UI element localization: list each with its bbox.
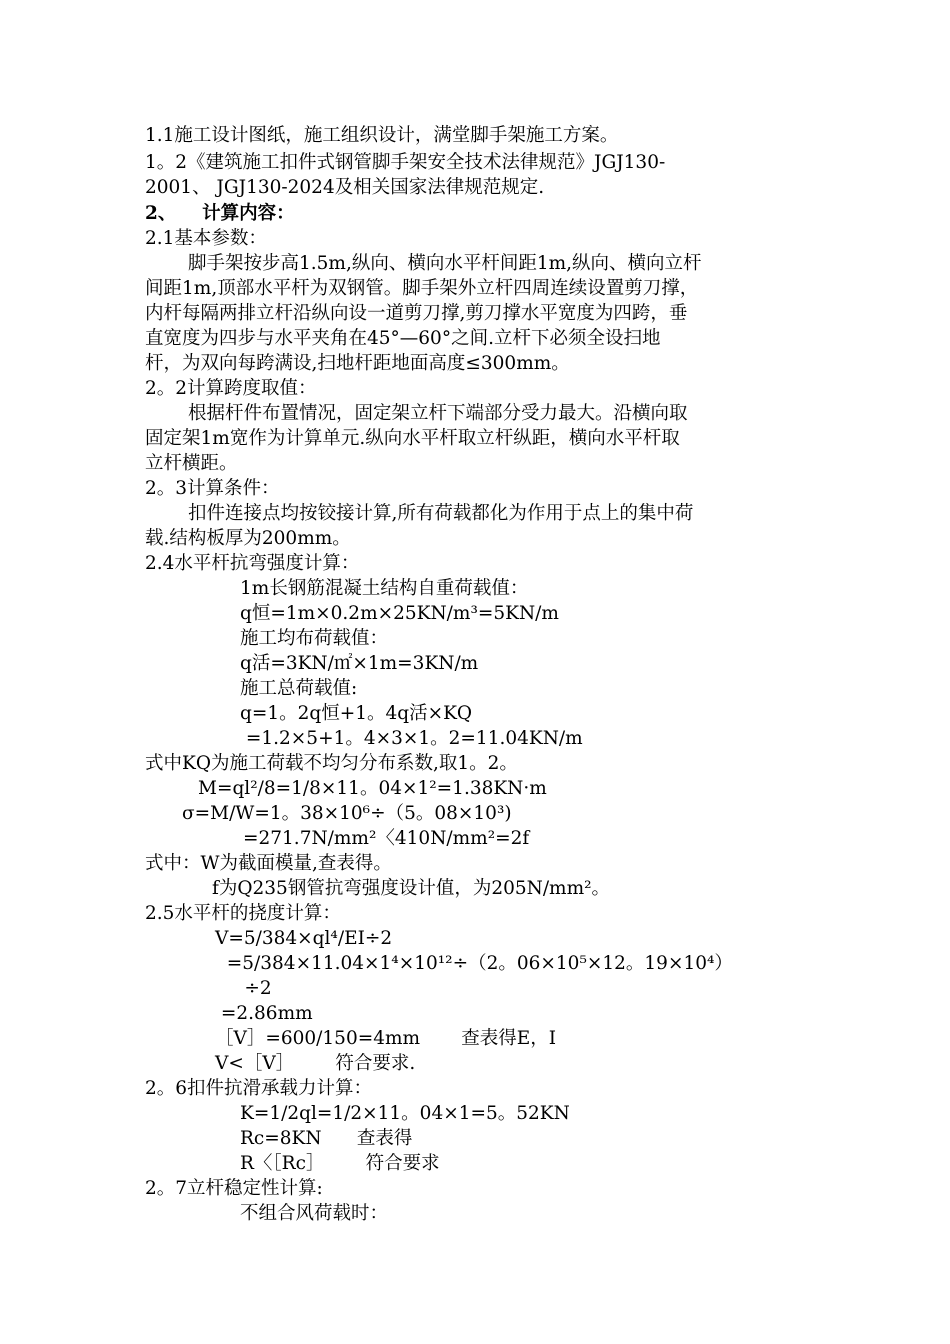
paragraph-params-3: 内杆每隔两排立杆沿纵向设一道剪刀撑,剪刀撑水平宽度为四跨，垂 bbox=[145, 303, 688, 324]
paragraph-params-5: 杆，为双向每跨满设,扫地杆距地面高度≤300mm。 bbox=[145, 353, 570, 374]
calc-line-5: 施工总荷载值: bbox=[240, 678, 358, 699]
deflection-line-6: V<［V］ 符合要求. bbox=[215, 1053, 416, 1074]
deflection-line-1: V=5/384×ql⁴/EI÷2 bbox=[215, 928, 393, 949]
calc-line-12: 式中：W为截面模量,查表得。 bbox=[145, 853, 392, 874]
paragraph-span-1: 根据杆件布置情况，固定架立杆下端部分受力最大。沿横向取 bbox=[188, 403, 688, 424]
subheading-2-3: 2。3计算条件： bbox=[145, 478, 280, 499]
calc-line-2: q恒=1m×0.2m×25KN/m³=5KN/m bbox=[240, 603, 559, 624]
paragraph-conditions-1: 扣件连接点均按铰接计算,所有荷载都化为作用于点上的集中荷 bbox=[188, 503, 694, 524]
slip-line-1: K=1/2ql=1/2×11。04×1=5。52KN bbox=[240, 1103, 570, 1124]
deflection-line-2: =5/384×11.04×1⁴×10¹²÷（2。06×10⁵×12。19×10⁴） bbox=[215, 953, 733, 974]
calc-line-9: M=ql²/8=1/8×11。04×1²=1.38KN·m bbox=[198, 778, 547, 799]
deflection-line-5: ［V］=600/150=4mm 查表得E，I bbox=[215, 1028, 557, 1049]
paragraph-params-1: 脚手架按步高1.5m,纵向、横向水平杆间距1m,纵向、横向立杆 bbox=[188, 253, 702, 274]
calc-line-1: 1m长钢筋混凝土结构自重荷载值： bbox=[240, 578, 529, 599]
deflection-line-4: =2.86mm bbox=[215, 1003, 313, 1024]
slip-line-2: Rc=8KN 查表得 bbox=[240, 1128, 413, 1149]
slip-line-3: R〈［Rc］ 符合要求 bbox=[240, 1153, 440, 1174]
calc-line-13: f为Q235钢管抗弯强度设计值，为205N/mm²。 bbox=[212, 878, 611, 899]
paragraph-params-4: 直宽度为四步与水平夹角在45°—60°之间.立杆下必须全设扫地 bbox=[145, 328, 661, 349]
paragraph-span-3: 立杆横距。 bbox=[145, 453, 238, 474]
ref-item-2-cont: 2001、 JGJ130-2024及相关国家法律规范规定. bbox=[145, 177, 545, 198]
calc-line-8: 式中KQ为施工荷载不均匀分布系数,取1。2。 bbox=[145, 753, 518, 774]
ref-item-1: 1.1施工设计图纸，施工组织设计，满堂脚手架施工方案。 bbox=[145, 125, 619, 146]
paragraph-span-2: 固定架1m宽作为计算单元.纵向水平杆取立杆纵距，横向水平杆取 bbox=[145, 428, 680, 449]
calc-line-6: q=1。2q恒+1。4q活×KQ bbox=[240, 703, 473, 724]
subheading-2-6: 2。6扣件抗滑承载力计算： bbox=[145, 1078, 373, 1099]
calc-line-10: σ=M/W=1。38×10⁶÷（5。08×10³) bbox=[182, 803, 512, 824]
section-heading-calculation: 2、 计算内容： bbox=[145, 203, 295, 224]
deflection-line-3: ÷2 bbox=[215, 978, 272, 999]
paragraph-params-2: 间距1m,顶部水平杆为双钢管。脚手架外立杆四周连续设置剪刀撑， bbox=[145, 278, 699, 299]
calc-line-4: q活=3KN/㎡×1m=3KN/m bbox=[240, 653, 479, 674]
calc-line-11: =271.7N/mm²〈410N/mm²=2f bbox=[243, 828, 530, 849]
subheading-2-2: 2。2计算跨度取值： bbox=[145, 378, 317, 399]
ref-item-2: 1。2《建筑施工扣件式钢管脚手架安全技术法律规范》JGJ130- bbox=[145, 152, 666, 173]
stability-line-1: 不组合风荷载时： bbox=[240, 1203, 389, 1224]
calc-line-3: 施工均布荷载值： bbox=[240, 628, 389, 649]
calc-line-7: =1.2×5+1。4×3×1。2=11.04KN/m bbox=[240, 728, 583, 749]
subheading-2-5: 2.5水平杆的挠度计算： bbox=[145, 903, 341, 924]
subheading-2-1: 2.1基本参数： bbox=[145, 228, 267, 249]
paragraph-conditions-2: 载.结构板厚为200mm。 bbox=[145, 528, 351, 549]
subheading-2-7: 2。7立杆稳定性计算: bbox=[145, 1178, 323, 1199]
subheading-2-4: 2.4水平杆抗弯强度计算： bbox=[145, 553, 360, 574]
